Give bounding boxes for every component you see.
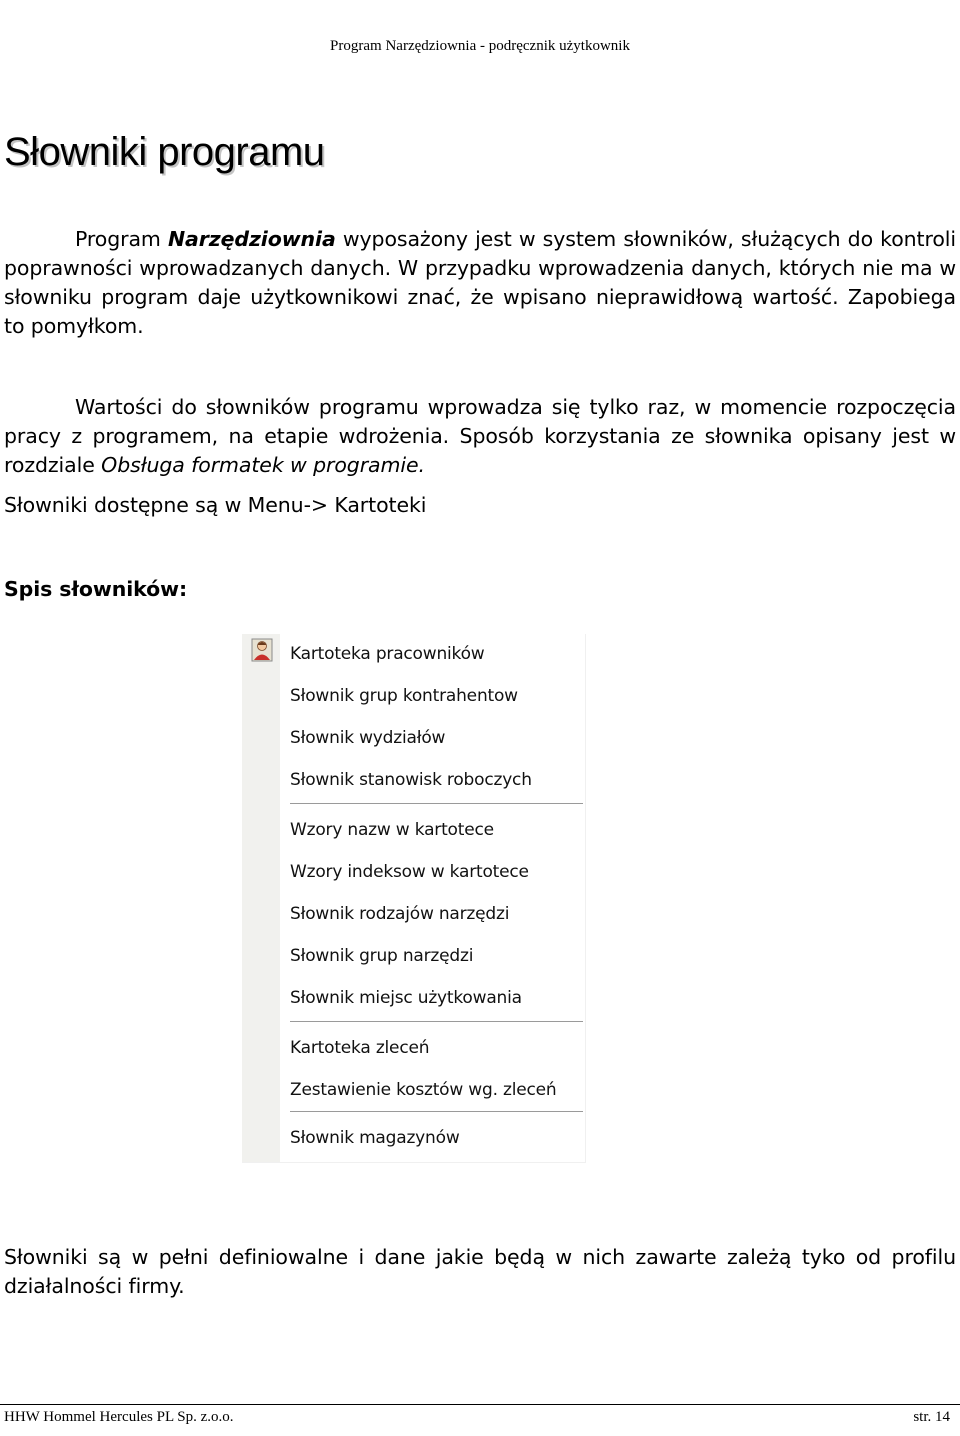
menu-separator xyxy=(290,1021,583,1023)
menu-item-miejsca-uzytkowania[interactable]: Słownik miejsc użytkowania xyxy=(290,988,522,1008)
intro-text: wyposażony jest w system słowników, służących do kontroli poprawności wprowadzanych danych. W przypadku wprowadzenia danych, których nie ma w słowniku program daje użytkownikowi znać, że wpisano nieprawidłową wartość. Zapobiega to pomyłkom. xyxy=(4,227,956,338)
menu-icon-gutter xyxy=(242,634,280,1162)
page-header xyxy=(0,38,960,55)
menu-item-wydzialy[interactable]: Słownik wydziałów xyxy=(290,728,446,748)
menu-item-wzory-indeksow[interactable]: Wzory indeksow w kartotece xyxy=(290,862,529,882)
menu-item-kartoteka-zlecen[interactable]: Kartoteka zleceń xyxy=(290,1038,430,1058)
footer-company: HHW Hommel Hercules PL Sp. z.o.o. xyxy=(4,1409,234,1425)
header-program-word: Program xyxy=(330,38,382,54)
menu-item-stanowiska-robocze[interactable]: Słownik stanowisk roboczych xyxy=(290,770,532,790)
values-paragraph xyxy=(4,393,956,480)
menu-item-grupy-narzedzi[interactable]: Słownik grup narzędzi xyxy=(290,946,474,966)
kartoteki-menu xyxy=(242,634,586,1163)
chapter-reference: Obsługa formatek w programie. xyxy=(101,453,425,477)
page-number: str. 14 xyxy=(913,1409,950,1425)
menu-separator xyxy=(290,803,583,805)
menu-item-wzory-nazw[interactable]: Wzory nazw w kartotece xyxy=(290,820,494,840)
person-icon xyxy=(249,636,275,664)
menu-item-koszty-wg-zlecen[interactable]: Zestawienie kosztów wg. zleceń xyxy=(290,1080,557,1100)
menu-separator xyxy=(290,1111,583,1113)
section-heading: Spis słowników: xyxy=(4,577,188,601)
values-text: Wartości do słowników programu wprowadza się tylko raz, w momencie rozpoczęcia pracy z programem, na etapie wdrożenia. Sposób korzystania ze słownika opisany jest w rozdziale xyxy=(4,395,956,477)
menu-item-magazyny[interactable]: Słownik magazynów xyxy=(290,1128,460,1148)
header-program-name: Narzędziownia xyxy=(385,38,477,54)
menu-item-kartoteka-pracownikow[interactable]: Kartoteka pracowników xyxy=(290,644,485,664)
intro-lead: Program xyxy=(75,227,161,251)
header-rest: - podręcznik użytkownik xyxy=(480,38,630,54)
footer-divider xyxy=(0,1404,960,1405)
menu-location-paragraph: Słowniki dostępne są w Menu-> Kartoteki xyxy=(4,493,427,517)
page-title: Słowniki programu xyxy=(4,130,325,174)
program-name: Narzędziownia xyxy=(167,227,336,251)
menu-item-grupy-kontrahentow[interactable]: Słownik grup kontrahentow xyxy=(290,686,518,706)
menu-item-rodzaje-narzedzi[interactable]: Słownik rodzajów narzędzi xyxy=(290,904,510,924)
closing-paragraph: Słowniki są w pełni definiowalne i dane jakie będą w nich zawarte zależą tyko od profilu działalności firmy. xyxy=(4,1245,956,1298)
intro-paragraph xyxy=(4,225,956,341)
